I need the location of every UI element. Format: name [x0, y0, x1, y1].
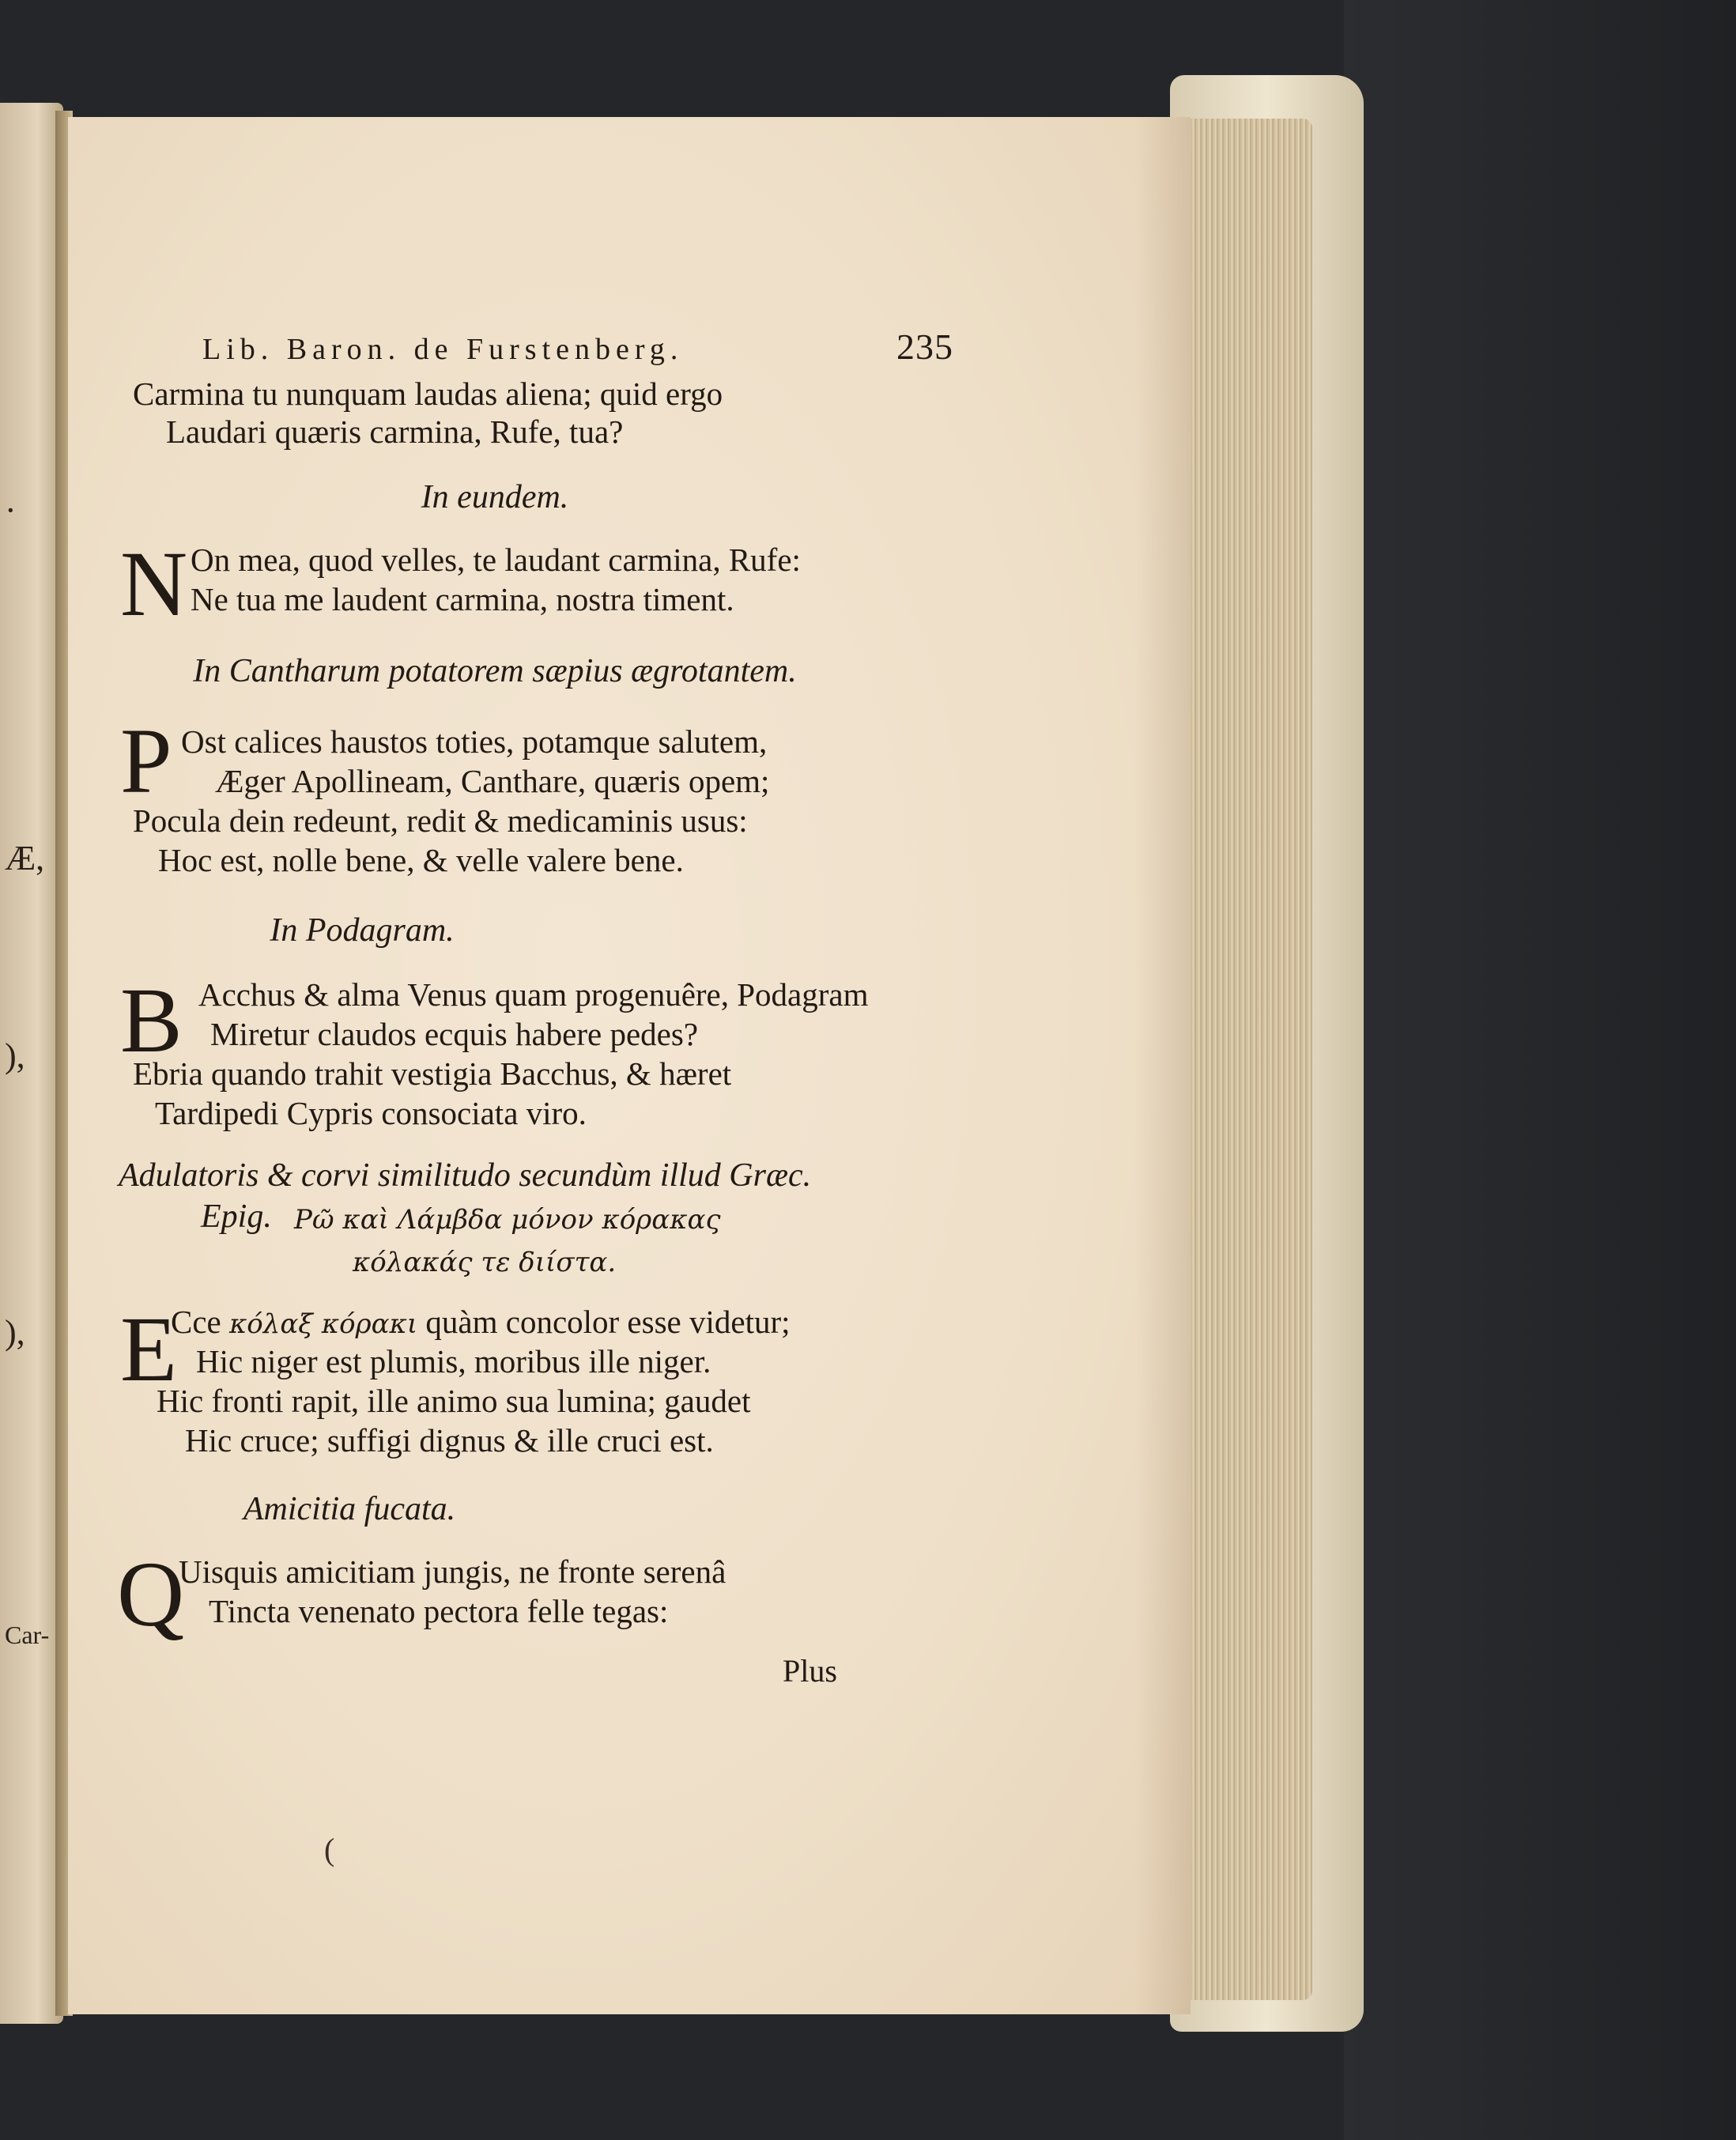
drop-cap: N [120, 532, 188, 636]
verse-line: Miretur claudos ecquis habere pedes? [210, 1016, 699, 1052]
verse-line [171, 1306, 791, 1338]
left-page-fragment: Car- [5, 1621, 50, 1649]
left-page-edge [0, 103, 63, 2024]
drop-cap: B [120, 968, 183, 1072]
poem-title: Amicitia fucata. [243, 1491, 456, 1527]
verse-line: Ebria quando trahit vestigia Bacchus, & hæret [133, 1055, 732, 1092]
running-title: Lib. Baron. de Furstenberg. [202, 333, 684, 366]
verse-line: Tardipedi Cypris consociata viro. [155, 1095, 587, 1131]
page [68, 117, 1191, 2014]
left-page-fragment: ), [5, 1313, 25, 1352]
drop-cap: E [120, 1297, 178, 1401]
ink-mark: ( [324, 1832, 335, 1867]
verse-line: Ne tua me laudent carmina, nostra timent. [191, 581, 734, 617]
poem-title: Adulatoris & corvi similitudo secundùm illud Græc. [119, 1157, 812, 1194]
verse-text: Cce [171, 1304, 221, 1340]
verse-line: Laudari quæris carmina, Rufe, tua? [166, 413, 624, 450]
verse-line: Hic fronti rapit, ille animo sua lumina; gaudet [157, 1383, 751, 1419]
poem-title: Epig. [201, 1198, 272, 1235]
drop-cap: P [120, 709, 172, 813]
poem-title: In Cantharum potatorem sæpius ægrotantem. [193, 653, 797, 689]
greek-quote: κόλακάς τε διίστα. [353, 1247, 617, 1278]
verse-line: Æger Apollineam, Canthare, quæris opem; [215, 763, 770, 799]
running-header [202, 326, 953, 368]
page-block-edge [1186, 119, 1312, 2000]
poem-title: In Podagram. [270, 912, 455, 949]
dark-backdrop [1344, 0, 1736, 2140]
verse-line: Ost calices haustos toties, potamque salutem, [181, 723, 768, 760]
drop-cap: Q [117, 1542, 185, 1646]
page-number: 235 [896, 326, 953, 367]
verse-text: quàm concolor esse videtur; [425, 1304, 791, 1340]
greek-words: κόλαξ κόρακι [229, 1308, 418, 1340]
verse-line: Uisquis amicitiam jungis, ne fronte serenâ [179, 1553, 726, 1590]
verse-line: Carmina tu nunquam laudas aliena; quid ergo [133, 376, 723, 412]
verse-line: Pocula dein redeunt, redit & medicaminis usus: [133, 802, 748, 839]
catchword: Plus [783, 1653, 837, 1689]
page-shadow [1135, 117, 1191, 2014]
verse-line: Hoc est, nolle bene, & velle valere bene. [158, 842, 684, 878]
verse-line: Hic niger est plumis, moribus ille niger. [196, 1343, 711, 1379]
verse-line: Acchus & alma Venus quam progenuêre, Podagram [198, 976, 869, 1013]
left-page-fragment: Æ, [5, 839, 45, 878]
left-page-fragment: · [5, 491, 17, 530]
verse-line: Tincta venenato pectora felle tegas: [209, 1593, 669, 1629]
left-page-fragment: ), [5, 1036, 25, 1075]
verse-line: Hic cruce; suffigi dignus & ille cruci est. [185, 1422, 714, 1459]
greek-quote: Ρῶ καὶ Λάμβδα μόνον κόρακας [294, 1204, 721, 1236]
poem-title: In eundem. [421, 479, 569, 515]
verse-line: On mea, quod velles, te laudant carmina, Rufe: [191, 542, 801, 578]
